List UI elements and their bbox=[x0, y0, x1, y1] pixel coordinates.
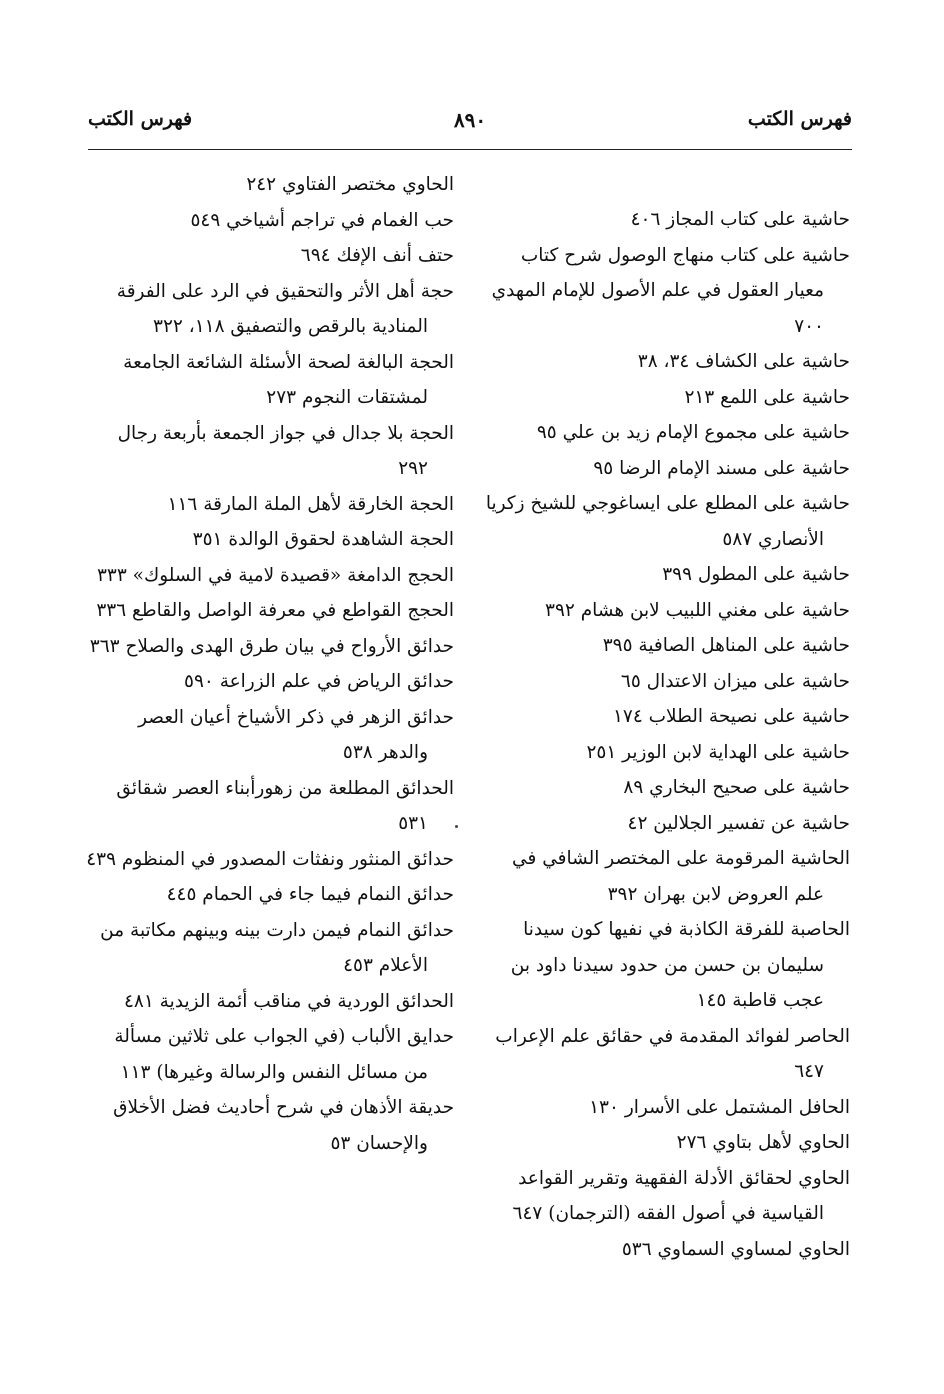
index-entry: حاشية على الكشاف ٣٤، ٣٨ bbox=[637, 351, 850, 372]
index-entry: حجة أهل الأثر والتحقيق في الرد على الفرقة المنادية بالرقص والتصفيق ١١٨، ٣٢٢ bbox=[116, 280, 454, 337]
index-entry: حاشية عن تفسير الجلالين ٤٢ bbox=[627, 812, 850, 834]
index-entry: حاشية على المطول ٣٩٩ bbox=[662, 564, 850, 585]
index-entry: حاشية على كتاب منهاج الوصول شرح كتاب معيار العقول في علم الأصول للإمام المهدي ٧٠٠ bbox=[491, 244, 850, 337]
index-entry: حدائق المنثور ونفثات المصدور في المنظوم ٤٣٩ bbox=[86, 848, 454, 870]
stray-dot bbox=[455, 825, 458, 828]
index-entry: الحاوي لحقائق الأدلة الفقهية وتقرير القواعد القياسية في أصول الفقه (الترجمان) ٦٤٧ bbox=[512, 1167, 850, 1224]
index-entry: الحاوي لمساوي السماوي ٥٣٦ bbox=[621, 1238, 850, 1260]
index-entry: حدايق الألباب (في الجواب على ثلاثين مسألة من مسائل النفس والرسالة وغيرها) ١١٣ bbox=[114, 1026, 454, 1083]
index-entry: حدائق الأرواح في بيان طرق الهدى والصلاح ٣٦٣ bbox=[89, 635, 454, 657]
index-entry: الحاصر لفوائد المقدمة في حقائق علم الإعراب ٦٤٧ bbox=[495, 1025, 850, 1082]
index-entry: الحاوي مختصر الفتاوي ٢٤٢ bbox=[246, 174, 454, 195]
index-entry: الحاوي لأهل بتاوي ٢٧٦ bbox=[676, 1132, 850, 1153]
index-entry: حدائق الرياض في علم الزراعة ٥٩٠ bbox=[184, 671, 454, 692]
running-title-right: فهرس الكتب bbox=[747, 108, 852, 130]
index-entry: الحجة بلا جدال في جواز الجمعة بأربعة رجال ٢٩٢ bbox=[117, 422, 454, 479]
index-column-left bbox=[86, 167, 454, 1161]
index-entry: الحجة الشاهدة لحقوق الوالدة ٣٥١ bbox=[192, 529, 454, 550]
header-rule bbox=[88, 149, 852, 150]
running-title-left: فهرس الكتب bbox=[88, 108, 193, 130]
page-number: ٨٩٠ bbox=[453, 108, 487, 132]
page-header bbox=[88, 108, 852, 142]
index-entry: حاشية على المطلع على ايساغوجي للشيخ زكريا الأنصاري ٥٨٧ bbox=[485, 493, 850, 550]
index-column-right bbox=[480, 202, 850, 1267]
index-entry: حاشية على كتاب المجاز ٤٠٦ bbox=[630, 209, 850, 230]
index-entry: حاشية على نصيحة الطلاب ١٧٤ bbox=[612, 706, 850, 727]
index-entry: حب الغمام في تراجم أشياخي ٥٤٩ bbox=[190, 209, 454, 231]
index-entry: حاشية على ميزان الاعتدال ٦٥ bbox=[620, 670, 850, 692]
index-entry: الحافل المشتمل على الأسرار ١٣٠ bbox=[589, 1096, 850, 1118]
index-entry: الحاشية المرقومة على المختصر الشافي في علم العروض لابن بهران ٣٩٢ bbox=[512, 848, 850, 905]
index-entry: حاشية على مسند الإمام الرضا ٩٥ bbox=[593, 457, 850, 479]
index-entry: الحجج القواطع في معرفة الواصل والقاطع ٣٣٦ bbox=[96, 600, 454, 621]
index-entry: حاشية على الهداية لابن الوزير ٢٥١ bbox=[586, 741, 850, 763]
index-entry: حدائق النمام فيما جاء في الحمام ٤٤٥ bbox=[166, 884, 454, 905]
index-entry: الحجة البالغة لصحة الأسئلة الشائعة الجامعة لمشتقات النجوم ٢٧٣ bbox=[123, 351, 454, 408]
index-entry: حاشية على مغني اللبيب لابن هشام ٣٩٢ bbox=[545, 599, 850, 621]
index-entry: الحدائق المطلعة من زهورأبناء العصر شقائق ٥٣١ bbox=[116, 777, 454, 834]
index-entry: الحاصبة للفرقة الكاذبة في نفيها كون سيدنا سليمان بن حسن من حدود سيدنا داود بن عجب قاطبة ١٤٥ bbox=[510, 919, 850, 1011]
index-entry: الحدائق الوردية في مناقب أئمة الزيدية ٤٨١ bbox=[123, 990, 454, 1012]
index-entry: حاشية على مجموع الإمام زيد بن علي ٩٥ bbox=[536, 422, 850, 443]
index-entry: حدائق الزهر في ذكر الأشياخ أعيان العصر والدهر ٥٣٨ bbox=[138, 706, 454, 763]
index-entry: الحجة الخارقة لأهل الملة المارقة ١١٦ bbox=[167, 493, 454, 515]
index-entry: حديقة الأذهان في شرح أحاديث فضل الأخلاق والإحسان ٥٣ bbox=[113, 1097, 454, 1154]
index-entry: حاشية على المناهل الصافية ٣٩٥ bbox=[602, 635, 850, 656]
index-entry: الحجج الدامغة «قصيدة لامية في السلوك» ٣٣٣ bbox=[96, 564, 454, 586]
index-entry: حدائق النمام فيمن دارت بينه وبينهم مكاتبة من الأعلام ٤٥٣ bbox=[100, 919, 454, 976]
index-entry: حاشية على اللمع ٢١٣ bbox=[684, 386, 850, 408]
index-entry: حاشية على صحيح البخاري ٨٩ bbox=[623, 777, 850, 798]
index-entry: حتف أنف الإفك ٦٩٤ bbox=[300, 245, 454, 266]
